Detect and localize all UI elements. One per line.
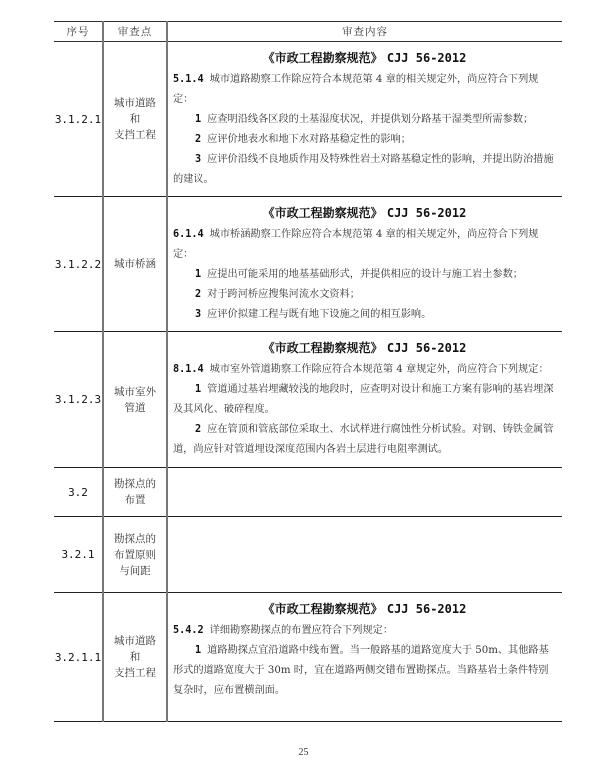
clause-item: 2 对于跨河桥应搜集河流水文资料； — [195, 289, 360, 300]
row-number: 3.1.2.1 — [54, 42, 103, 197]
header-content: 审查内容 — [167, 22, 562, 42]
table-row — [54, 593, 562, 722]
review-point: 城市道路 和 支挡工程 — [103, 42, 167, 197]
clause-item: 2 应在管顶和管底部位采取土、水试样进行腐蚀性分析试验。对钢、铸铁金属管道，尚应针对管道埋设深度范围内各岩土层进行电阻率测试。 — [173, 424, 554, 455]
review-point: 勘探点的 布置原则 与间距 — [103, 517, 167, 593]
review-content — [167, 332, 562, 468]
clause: 8.1.4 城市室外管道勘察工作除应符合本规范第 4 章规定外，尚应符合下列规定： — [173, 364, 549, 375]
review-point: 勘探点的 布置 — [103, 468, 167, 517]
clause-item: 3 应评价拟建工程与既有地下设施之间的相互影响。 — [195, 309, 432, 320]
review-content — [167, 42, 562, 197]
clause: 5.1.4 城市道路勘察工作除应符合本规范第 4 章的相关规定外，尚应符合下列规定： — [173, 74, 539, 105]
row-number: 3.1.2.2 — [54, 197, 103, 332]
review-point: 城市道路 和 支挡工程 — [103, 593, 167, 722]
page-number: 25 — [298, 747, 309, 758]
clause: 6.1.4 城市桥涵勘察工作除应符合本规范第 4 章的相关规定外，尚应符合下列规定： — [173, 229, 539, 260]
table-row — [54, 517, 562, 593]
table-row — [54, 332, 562, 468]
clause-item: 1 管道通过基岩埋藏较浅的地段时，应查明对设计和施工方案有影响的基岩埋深及其风化、破碎程度。 — [173, 384, 554, 415]
row-number: 3.2.1.1 — [54, 593, 103, 722]
header-no: 序号 — [54, 22, 103, 42]
review-table — [54, 21, 562, 722]
clause-item: 2 应评价地表水和地下水对路基稳定性的影响； — [195, 134, 411, 145]
header-point: 审查点 — [103, 22, 167, 42]
clause-item: 3 应评价沿线不良地质作用及特殊性岩土对路基稳定性的影响，并提出防治措施的建议。 — [173, 154, 554, 185]
review-content-empty — [167, 517, 562, 593]
review-content — [167, 593, 562, 722]
clause-item: 1 应提出可能采用的地基基础形式，并提供相应的设计与施工岩土参数； — [195, 269, 523, 280]
clause-item: 1 道路勘探点宜沿道路中线布置。当一般路基的道路宽度大于 50m、其他路基形式的道路宽度大于 30m 时，宜在道路两侧交错布置勘探点。当路基岩土条件特别复杂时，应布置横剖面。 — [173, 645, 549, 696]
standard-title: 《市政工程勘察规范》 CJJ 56-2012 — [262, 206, 467, 220]
review-point: 城市室外 管道 — [103, 332, 167, 468]
clause-item: 1 应查明沿线各区段的土基湿度状况，并提供划分路基干湿类型所需参数； — [195, 114, 534, 125]
row-number: 3.1.2.3 — [54, 332, 103, 468]
standard-title: 《市政工程勘察规范》 CJJ 56-2012 — [262, 51, 467, 65]
standard-title: 《市政工程勘察规范》 CJJ 56-2012 — [262, 602, 467, 616]
clause: 5.4.2 详细勘察勘探点的布置应符合下列规定： — [173, 625, 394, 636]
review-content-empty — [167, 468, 562, 517]
table-header-row — [54, 22, 562, 42]
review-point: 城市桥涵 — [103, 197, 167, 332]
table-row — [54, 468, 562, 517]
table-row — [54, 197, 562, 332]
review-content — [167, 197, 562, 332]
row-number: 3.2 — [54, 468, 103, 517]
table-row — [54, 42, 562, 197]
row-number: 3.2.1 — [54, 517, 103, 593]
standard-title: 《市政工程勘察规范》 CJJ 56-2012 — [262, 341, 467, 355]
